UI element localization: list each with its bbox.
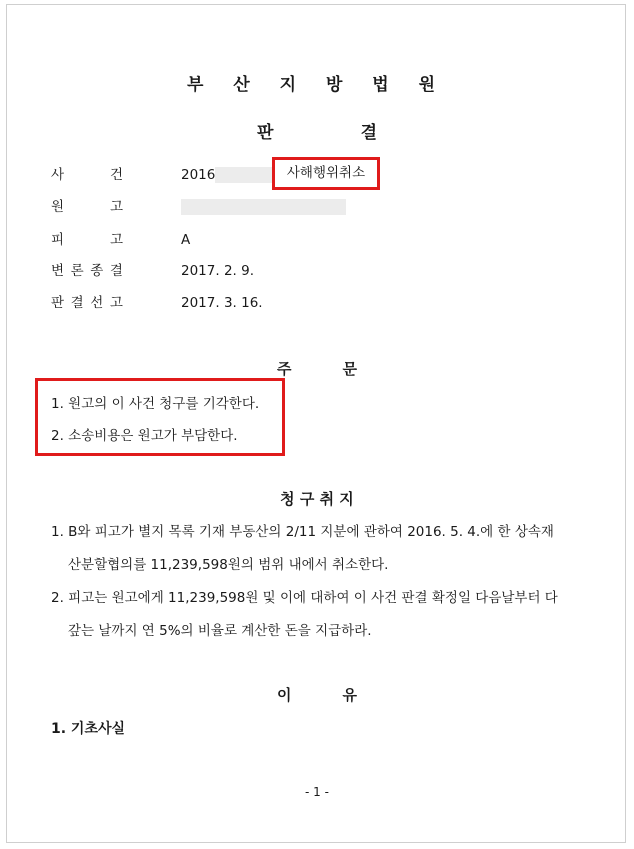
argument-closed-row	[51, 261, 254, 281]
judgment-date-row	[51, 293, 263, 313]
case-name-highlight: 사해행위취소	[272, 157, 380, 190]
case-label: 사 건	[51, 167, 123, 183]
redacted-case-number	[215, 167, 273, 183]
reasons-heading: 이 유	[277, 686, 357, 704]
order-heading: 주 문	[277, 360, 357, 378]
claim-heading: 청 구 취 지	[280, 490, 354, 508]
defendant-name: A	[181, 232, 191, 248]
plaintiff-name	[181, 197, 346, 217]
page-number: - 1 -	[305, 785, 329, 799]
plaintiff-row	[51, 197, 123, 217]
claim-item-2-line-2: 갚는 날까지 연 5%의 비율로 계산한 돈을 지급하라.	[68, 623, 372, 639]
defendant-row	[51, 230, 191, 250]
plaintiff-label: 원 고	[51, 199, 123, 215]
order-item-2: 2. 소송비용은 원고가 부담한다.	[51, 428, 238, 444]
claim-item-1-line-1: 1. B와 피고가 별지 목록 기재 부동산의 2/11 지분에 관하여 2016. 5. 4.에 한 상속재	[51, 524, 554, 540]
order-item-1: 1. 원고의 이 사건 청구를 기각한다.	[51, 396, 260, 412]
document-type: 판 결	[257, 123, 377, 143]
defendant-label: 피 고	[51, 232, 123, 248]
argument-closed-date: 2017. 2. 9.	[181, 263, 254, 279]
judgment-date: 2017. 3. 16.	[181, 295, 263, 311]
case-number: 2016	[181, 165, 273, 185]
claim-item-1-line-2: 산분할협의를 11,239,598원의 범위 내에서 취소한다.	[68, 557, 389, 573]
redacted-plaintiff	[181, 199, 346, 215]
claim-item-2-line-1: 2. 피고는 원고에게 11,239,598원 및 이에 대하여 이 사건 판결 확정일 다음날부터 다	[51, 590, 558, 606]
judgment-date-label: 판 결 선 고	[51, 295, 123, 311]
case-number-row	[51, 165, 216, 185]
argument-closed-label: 변 론 종 결	[51, 263, 123, 279]
basic-facts-heading: 1. 기초사실	[51, 721, 126, 737]
court-name: 부 산 지 방 법 원	[186, 75, 448, 95]
